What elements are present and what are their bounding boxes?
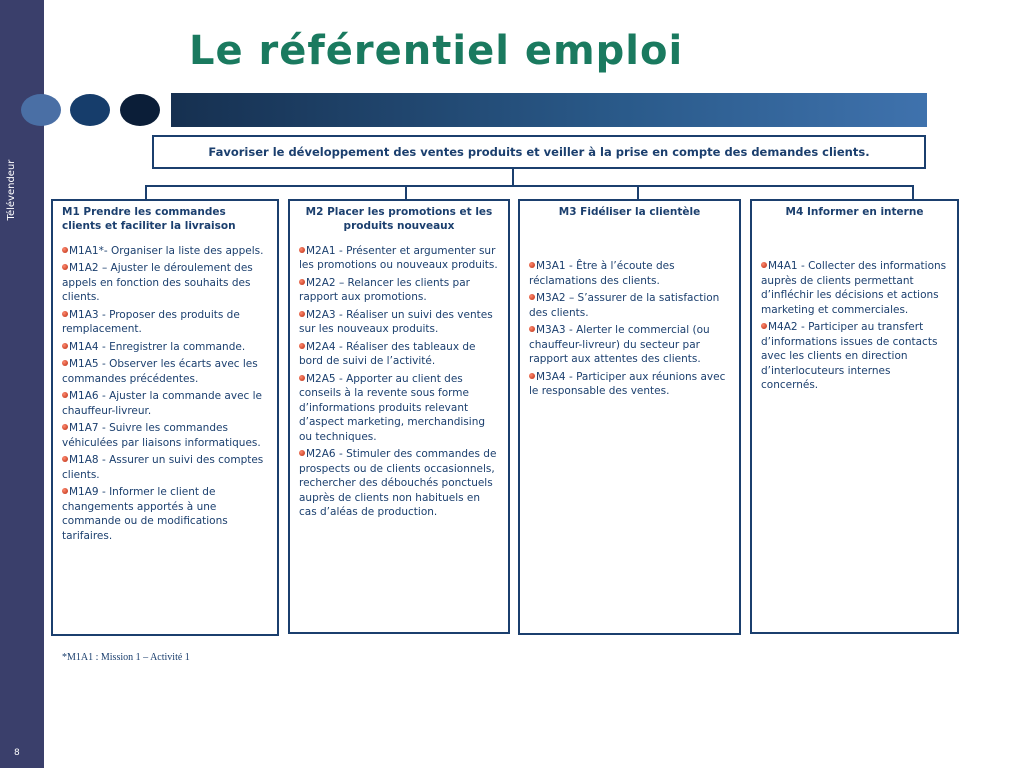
- activity-text: M3A3 - Alerter le commercial (ou chauffeur-livreur) du secteur par rapport aux attentes des clients.: [529, 324, 710, 366]
- activity-text: M3A1 - Être à l’écoute des réclamations des clients.: [529, 260, 675, 287]
- activity-item: [529, 370, 730, 399]
- activity-item: [299, 308, 499, 337]
- activity-item: [62, 421, 268, 450]
- activity-text: M3A2 – S’assurer de la satisfaction des clients.: [529, 292, 720, 319]
- column-heading: M3 Fidéliser la clientèle: [558, 206, 701, 218]
- bullet-icon: [299, 311, 305, 317]
- bullet-icon: [299, 279, 305, 285]
- activity-item: [62, 261, 268, 304]
- bullet-icon: [62, 311, 68, 317]
- activity-item: [62, 340, 268, 354]
- bullet-icon: [62, 247, 68, 253]
- bullet-icon: [529, 326, 535, 332]
- activity-item: [529, 259, 730, 288]
- sidebar-label-text: Télévendeur: [6, 159, 17, 221]
- activity-item: [62, 308, 268, 337]
- connector-trunk: [512, 169, 514, 186]
- bullet-icon: [62, 424, 68, 430]
- title-banner-bar: [171, 93, 927, 127]
- activity-item: [62, 357, 268, 386]
- bullet-icon: [62, 264, 68, 270]
- mission-column-m3: [518, 199, 741, 635]
- activity-text: M1A1*- Organiser la liste des appels.: [69, 244, 264, 257]
- activity-item: [62, 485, 268, 543]
- connector-branch-m3: [637, 185, 639, 199]
- bullet-icon: [62, 360, 68, 366]
- bullet-icon: [62, 343, 68, 349]
- activity-text: M1A8 - Assurer un suivi des comptes clients.: [62, 454, 264, 481]
- bullet-icon: [62, 488, 68, 494]
- decor-circle-mid: [70, 94, 110, 126]
- connector-branch-m4: [912, 185, 914, 199]
- bullet-icon: [299, 247, 305, 253]
- bullet-icon: [529, 294, 535, 300]
- bullet-icon: [529, 262, 535, 268]
- slide-title: Le référentiel emploi: [189, 28, 684, 74]
- activity-item: [299, 372, 499, 444]
- activity-item: [299, 244, 499, 273]
- column-heading: M4 Informer en interne: [785, 206, 924, 218]
- activity-text: M3A4 - Participer aux réunions avec le responsable des ventes.: [529, 370, 726, 398]
- activity-item: [299, 447, 499, 519]
- mission-column-m1: [51, 199, 279, 636]
- connector-branch-m1: [145, 185, 147, 199]
- bullet-icon: [299, 450, 305, 456]
- activity-item: [62, 244, 268, 258]
- activity-text: M1A7 - Suivre les commandes véhiculées par liaisons informatiques.: [62, 422, 261, 449]
- footnote: *M1A1 : Mission 1 – Activité 1: [62, 652, 190, 663]
- activity-item: [761, 320, 948, 392]
- bullet-icon: [299, 375, 305, 381]
- activity-item: [761, 259, 948, 317]
- bullet-icon: [761, 323, 767, 329]
- activity-text: M4A2 - Participer au transfert d’informations issues de contacts avec les clients en direction d’interlocuteurs internes concernés.: [761, 321, 938, 392]
- column-heading: M2 Placer les promotions et les produits nouveaux: [305, 206, 493, 233]
- bullet-icon: [299, 343, 305, 349]
- activity-text: M2A1 - Présenter et argumenter sur les promotions ou nouveaux produits.: [299, 244, 498, 272]
- activity-text: M1A6 - Ajuster la commande avec le chauffeur-livreur.: [62, 390, 263, 417]
- activity-text: M2A4 - Réaliser des tableaux de bord de suivi de l’activité.: [299, 340, 476, 368]
- bullet-icon: [62, 456, 68, 462]
- column-heading: M1 Prendre les commandes clients et faciliter la livraison: [62, 206, 236, 233]
- activity-text: M1A3 - Proposer des produits de remplacement.: [62, 308, 240, 336]
- connector-horizontal: [145, 185, 914, 187]
- activity-text: M2A5 - Apporter au client des conseils à la revente sous forme d’informations produits relevant d’aspect marketing, merchandising ou techniques.: [299, 372, 486, 443]
- bullet-icon: [529, 373, 535, 379]
- mission-summary-box: Favoriser le développement des ventes produits et veiller à la prise en compte des demandes clients.: [152, 135, 926, 169]
- mission-column-m2: [288, 199, 510, 634]
- activity-item: [529, 323, 730, 366]
- activity-item: [529, 291, 730, 320]
- decor-circle-dark: [120, 94, 160, 126]
- activity-text: M1A4 - Enregistrer la commande.: [69, 340, 246, 353]
- decor-circle-light: [21, 94, 61, 126]
- activity-text: M2A3 - Réaliser un suivi des ventes sur les nouveaux produits.: [299, 308, 493, 336]
- activity-item: [62, 453, 268, 482]
- activity-item: [299, 340, 499, 369]
- page-number: 8: [14, 748, 20, 758]
- activity-text: M4A1 - Collecter des informations auprès de clients permettant d’infléchir les décisions et actions marketing et commerciales.: [761, 260, 947, 316]
- mission-column-m4: [750, 199, 959, 634]
- activity-text: M2A2 – Relancer les clients par rapport aux promotions.: [299, 276, 470, 304]
- activity-item: [299, 276, 499, 305]
- sidebar-vertical-label: [6, 150, 22, 230]
- bullet-icon: [62, 392, 68, 398]
- activity-item: [62, 389, 268, 418]
- connector-branch-m2: [405, 185, 407, 199]
- activity-text: M1A2 – Ajuster le déroulement des appels en fonction des souhaits des clients.: [62, 262, 253, 304]
- activity-text: M2A6 - Stimuler des commandes de prospects ou de clients occasionnels, rechercher des débouchés ponctuels auprès de clients non habituels en cas d’aléas de production.: [299, 448, 497, 519]
- activity-text: M1A9 - Informer le client de changements apportés à une commande ou de modifications tarifaires.: [62, 486, 228, 542]
- bullet-icon: [761, 262, 767, 268]
- activity-text: M1A5 - Observer les écarts avec les commandes précédentes.: [62, 358, 258, 385]
